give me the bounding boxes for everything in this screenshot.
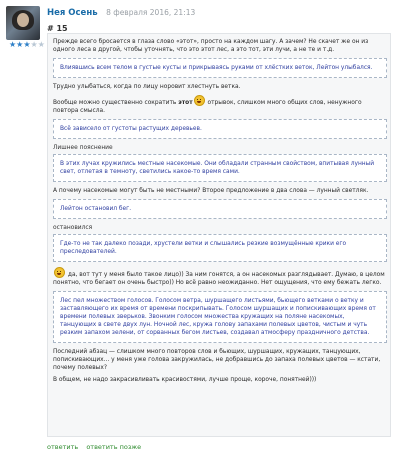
quote-block: Где-то не так далеко позади, хрустели ветки и слышались резкие возмущённые крики его преследователей. bbox=[53, 234, 387, 262]
annotation: Лишнее пояснение bbox=[53, 145, 113, 151]
quote-block: Всё зависело от густоты растущих деревьев. bbox=[53, 119, 387, 139]
paragraph: Последний абзац — слишком много повторов слов и бьющих, шуршащих, кружащих, танцующих, попискивающих... у меня уже голова закружилась, не добравшись до запаха полевых цветов — кстати, почему полевых? bbox=[53, 349, 381, 371]
paragraph bbox=[53, 267, 387, 287]
quote-block: В этих лучах кружились местные насекомые. Они обладали странным свойством, впитывая лунный свет, отлетая в темноту, светились какое-то время сами. bbox=[53, 154, 387, 182]
paragraph-text: Вообще можно существенно сократить bbox=[53, 100, 179, 106]
smiley-emoji-icon bbox=[54, 267, 65, 278]
quote-block: Влиявшись всем телом в густые кусты и прикрываясь руками от хлёстких веток, Лейтон улыбался. bbox=[53, 58, 387, 78]
quote-block: Лес пел множеством голосов. Голосом ветра, шуршащего листьями, бьющего ветками о ветку и заставляющего их время от времени поскрипывать. Голосом шуршащих и попискивающих время от времени полевых зверьков. Звонким голосом множества кружащих на поляне насекомых, танцующих в свете двух лун. Ночной лес, кружа голову запахами полевых цветов, чистым и чуть резким запахом зелени, от сорванных бегом листьев, создавал атмосферу праздничного детства. bbox=[53, 291, 387, 343]
comment-content bbox=[53, 38, 387, 388]
paragraph: В общем, не надо закрасивливать красивостями, лучше проще, короче, понятней))) bbox=[53, 377, 317, 383]
paragraph: А почему насекомые могут быть не местными? Второе предложение в два слова — лунный светляк. bbox=[53, 188, 369, 194]
star-icon: ★ bbox=[16, 40, 24, 49]
smiley-emoji-icon bbox=[194, 95, 205, 106]
star-icon: ★ bbox=[30, 40, 38, 49]
paragraph-text: отрывок, слишком много общих слов, ненужного повтора смысла. bbox=[53, 100, 362, 114]
rating-stars bbox=[9, 41, 45, 49]
comment-header bbox=[47, 8, 195, 18]
star-icon: ★ bbox=[23, 40, 31, 49]
paragraph-text: да, вот тут у меня было такое лицо)) За ним гонятся, а он насекомых разглядывает. Думаю, в целом понятно, что бегает он очень быстро)) Но всё равно неожиданно. Нет ощущения, что ему бежать легко. bbox=[53, 272, 385, 286]
reply-link[interactable]: ответить bbox=[47, 443, 79, 451]
star-icon: ★ bbox=[9, 40, 17, 49]
bold-word: этот bbox=[178, 100, 193, 106]
comment-date: 8 февраля 2016, 21:13 bbox=[106, 8, 196, 17]
avatar-face bbox=[17, 13, 29, 27]
quote-block: Лейтон остановил бег. bbox=[53, 199, 387, 219]
comment-actions bbox=[47, 443, 147, 451]
comment-number[interactable]: # 15 bbox=[47, 24, 68, 33]
author-link[interactable]: Нея Осень bbox=[47, 8, 98, 18]
paragraph: Трудно улыбаться, когда по лицу норовит хлестнуть ветка. bbox=[53, 84, 241, 90]
annotation: остановился bbox=[53, 225, 93, 231]
avatar[interactable] bbox=[6, 6, 40, 40]
paragraph bbox=[53, 95, 387, 115]
reply-later-link[interactable]: ответить позже bbox=[86, 443, 142, 451]
paragraph: Прежде всего бросается в глаза слово «этот», просто на каждом шагу. А зачем? Не скачет же он из одного леса в другой, чтобы уточнять, что это этот лес, а это тот, эти лучи, а не те и т.д. bbox=[53, 39, 369, 53]
star-icon: ★ bbox=[37, 40, 45, 49]
